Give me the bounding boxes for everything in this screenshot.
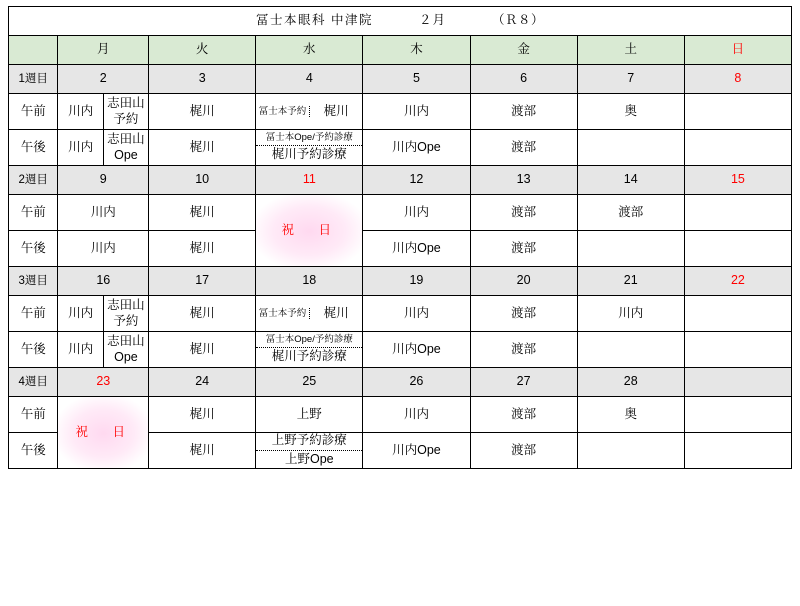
date-cell: 13: [470, 166, 577, 195]
shift-cell: 渡部: [577, 195, 684, 231]
date-cell: 16: [58, 267, 149, 296]
date-cell: 20: [470, 267, 577, 296]
week-label-3: 3週目: [9, 267, 58, 296]
shift-cell: 梶川: [149, 94, 256, 130]
date-cell: 6: [470, 65, 577, 94]
week-label-2: 2週目: [9, 166, 58, 195]
month-label: ２月: [418, 13, 446, 28]
shift-cell: 川内Ope: [363, 231, 470, 267]
shift-cell: [684, 94, 791, 130]
shift-cell: [684, 433, 791, 469]
shift-cell: 川内Ope: [363, 130, 470, 166]
shift-cell: 奥: [577, 397, 684, 433]
week-1-pm-row: [9, 130, 792, 166]
shift-cell: 渡部: [470, 94, 577, 130]
date-cell-sunday: 22: [684, 267, 791, 296]
shift-cell: [103, 94, 148, 130]
shift-cell: 渡部: [470, 433, 577, 469]
shift-cell: 川内: [363, 195, 470, 231]
date-cell: 17: [149, 267, 256, 296]
date-cell: 4: [256, 65, 363, 94]
weekday-header-sat: 土: [577, 36, 684, 65]
shift-note: 冨士本予約: [256, 106, 310, 118]
era-label: （Ｒ８）: [491, 13, 544, 28]
shift-name: 梶川予約診療: [271, 349, 347, 364]
date-cell: 19: [363, 267, 470, 296]
week-4-date-row: [9, 368, 792, 397]
shift-name: 上野Ope: [284, 452, 334, 466]
shift-cell: [256, 94, 363, 130]
shift-cell: [577, 332, 684, 368]
shift-cell: 渡部: [470, 397, 577, 433]
date-cell-holiday: 23: [58, 368, 149, 397]
weekday-header-fri: 金: [470, 36, 577, 65]
week-1-am-row: [9, 94, 792, 130]
date-cell: 24: [149, 368, 256, 397]
shift-cell: 渡部: [470, 195, 577, 231]
shift-cell: [684, 130, 791, 166]
weekday-header-tue: 火: [149, 36, 256, 65]
shift-cell: [684, 195, 791, 231]
date-cell: 21: [577, 267, 684, 296]
shift-cell: [103, 296, 148, 332]
date-cell: 12: [363, 166, 470, 195]
shift-cell: 川内: [58, 195, 149, 231]
shift-cell: 川内: [58, 296, 103, 332]
shift-cell: [577, 231, 684, 267]
shift-line-bottom: Ope: [114, 349, 138, 364]
week-1-date-row: [9, 65, 792, 94]
shift-cell: [103, 130, 148, 166]
shift-cell: [103, 332, 148, 368]
week-3-pm-row: [9, 332, 792, 368]
pm-label: 午後: [9, 231, 58, 267]
date-cell-sunday: [684, 368, 791, 397]
week-label-1: 1週目: [9, 65, 58, 94]
shift-cell: 渡部: [470, 332, 577, 368]
date-cell: 9: [58, 166, 149, 195]
date-cell: 3: [149, 65, 256, 94]
date-cell-sunday: 15: [684, 166, 791, 195]
shift-cell: [684, 231, 791, 267]
shift-line-top: 志田山: [107, 333, 145, 348]
pm-label: 午後: [9, 130, 58, 166]
weekday-header-row: [9, 36, 792, 65]
schedule-sheet: [0, 6, 800, 606]
shift-cell: [577, 130, 684, 166]
shift-cell: 梶川: [149, 296, 256, 332]
title-row: [9, 7, 792, 36]
shift-name: 梶川: [323, 305, 349, 320]
date-cell: 10: [149, 166, 256, 195]
shift-line-top: 志田山: [107, 131, 145, 146]
week-2-am-row: [9, 195, 792, 231]
shift-cell: [684, 296, 791, 332]
shift-cell: 梶川: [149, 231, 256, 267]
week-3-date-row: [9, 267, 792, 296]
shift-note: 冨士本Ope/予約診療: [256, 334, 362, 348]
shift-cell: 川内: [58, 332, 103, 368]
shift-cell: 梶川: [149, 195, 256, 231]
shift-cell: 川内: [363, 94, 470, 130]
shift-cell: 川内: [363, 296, 470, 332]
week-3-am-row: [9, 296, 792, 332]
shift-cell: 梶川: [149, 433, 256, 469]
shift-cell: [256, 332, 363, 368]
date-cell: 28: [577, 368, 684, 397]
shift-cell: 梶川: [149, 332, 256, 368]
shift-cell: 上野: [256, 397, 363, 433]
page-title: [9, 7, 792, 36]
weekday-header-sun: 日: [684, 36, 791, 65]
shift-line-top: 志田山: [107, 95, 145, 110]
shift-note: 上野予約診療: [256, 433, 362, 451]
schedule-table: [8, 6, 792, 469]
date-cell: 18: [256, 267, 363, 296]
clinic-name: 冨士本眼科 中津院: [255, 13, 373, 28]
shift-cell: [577, 433, 684, 469]
shift-cell: 梶川: [149, 397, 256, 433]
shift-cell: 川内: [577, 296, 684, 332]
shift-cell: [684, 397, 791, 433]
week-label-4: 4週目: [9, 368, 58, 397]
shift-cell: 渡部: [470, 130, 577, 166]
pm-label: 午後: [9, 332, 58, 368]
shift-line-bottom: 予約: [113, 111, 139, 126]
shift-cell: 川内Ope: [363, 433, 470, 469]
shift-name: 梶川: [323, 103, 349, 118]
date-cell-holiday: 11: [256, 166, 363, 195]
date-cell: 14: [577, 166, 684, 195]
shift-cell: 奥: [577, 94, 684, 130]
shift-cell: 川内: [58, 130, 103, 166]
week-4-am-row: [9, 397, 792, 433]
shift-cell: [684, 332, 791, 368]
am-label: 午前: [9, 296, 58, 332]
shift-line-bottom: Ope: [114, 147, 138, 162]
shift-cell: 川内: [58, 94, 103, 130]
shift-cell: 渡部: [470, 296, 577, 332]
pm-label: 午後: [9, 433, 58, 469]
shift-cell: 渡部: [470, 231, 577, 267]
holiday-cell: 祝 日: [58, 397, 149, 469]
am-label: 午前: [9, 195, 58, 231]
weekday-header-thu: 木: [363, 36, 470, 65]
date-cell: 27: [470, 368, 577, 397]
date-cell-sunday: 8: [684, 65, 791, 94]
date-cell: 2: [58, 65, 149, 94]
holiday-cell: 祝 日: [256, 195, 363, 267]
shift-cell: 川内: [58, 231, 149, 267]
shift-line-bottom: 予約: [113, 313, 139, 328]
shift-line-top: 志田山: [107, 297, 145, 312]
date-cell: 5: [363, 65, 470, 94]
shift-cell: [256, 130, 363, 166]
shift-cell: 川内: [363, 397, 470, 433]
shift-cell: 梶川: [149, 130, 256, 166]
shift-note: 冨士本予約: [256, 308, 310, 320]
shift-note: 冨士本Ope/予約診療: [256, 132, 362, 146]
weekday-header-mon: 月: [58, 36, 149, 65]
week-2-date-row: [9, 166, 792, 195]
week-2-pm-row: [9, 231, 792, 267]
shift-name: 梶川予約診療: [271, 147, 347, 162]
shift-cell: 川内Ope: [363, 332, 470, 368]
shift-cell: [256, 433, 363, 469]
date-cell: 26: [363, 368, 470, 397]
date-cell: 7: [577, 65, 684, 94]
am-label: 午前: [9, 94, 58, 130]
shift-cell: [256, 296, 363, 332]
am-label: 午前: [9, 397, 58, 433]
date-cell: 25: [256, 368, 363, 397]
corner-cell: [9, 36, 58, 65]
weekday-header-wed: 水: [256, 36, 363, 65]
